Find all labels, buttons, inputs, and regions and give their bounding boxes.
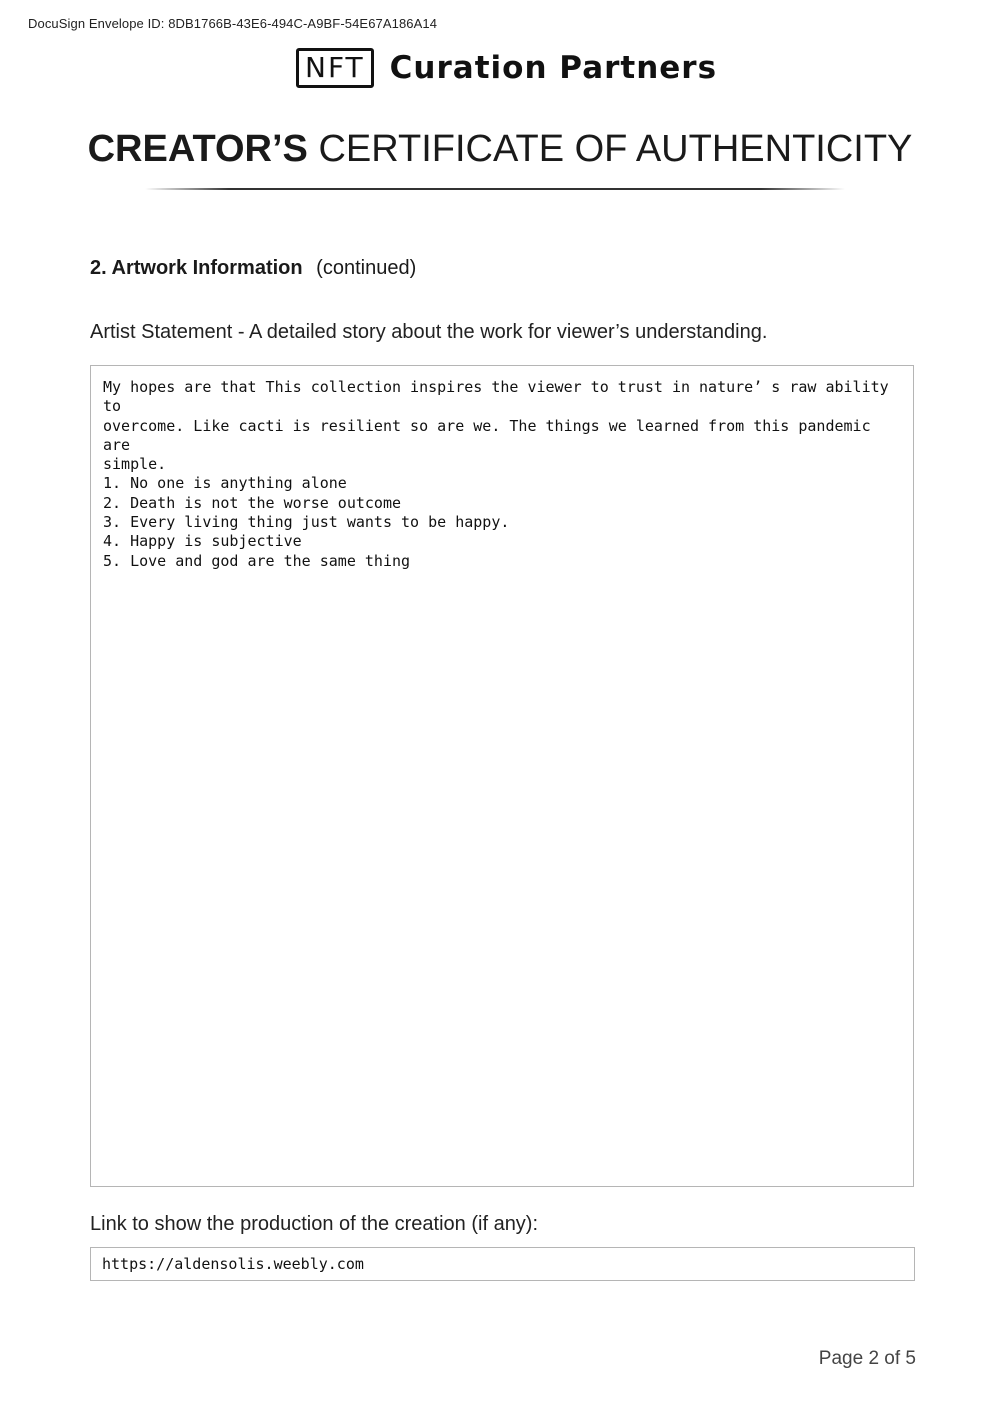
logo-nft-box: NFT (296, 48, 374, 88)
title-divider (145, 188, 845, 190)
certificate-title (0, 128, 1000, 171)
nft-curation-partners-logo (296, 48, 717, 88)
section-heading-suffix: (continued) (316, 257, 417, 279)
title-bold-part: CREATOR’S (87, 128, 308, 170)
artist-statement-label: Artist Statement - A detailed story about the work for viewer’s understanding. (90, 321, 768, 343)
page-number: Page 2 of 5 (818, 1348, 916, 1369)
production-link-field[interactable]: https://aldensolis.weebly.com (90, 1247, 915, 1281)
artist-statement-field[interactable] (90, 365, 914, 1187)
title-light-part: CERTIFICATE OF AUTHENTICITY (318, 128, 913, 170)
section-heading (90, 257, 416, 280)
artist-statement-text: My hopes are that This collection inspires the viewer to trust in nature’ s raw ability to overcome. Like cacti is resilient so are we. The things we learned from this pandemic are simple. 1. No one is anything alone 2. Death is not the worse outcome 3. Every living thing just wants to be happy. 4. Happy is subjective 5. Love and god are the same thing (103, 378, 889, 570)
docusign-envelope-id: DocuSign Envelope ID: 8DB1766B-43E6-494C-A9BF-54E67A186A14 (28, 16, 438, 31)
production-link-label: Link to show the production of the creation (if any): (90, 1213, 539, 1235)
section-heading-title: 2. Artwork Information (90, 257, 303, 279)
logo-text: Curation Partners (389, 50, 718, 86)
